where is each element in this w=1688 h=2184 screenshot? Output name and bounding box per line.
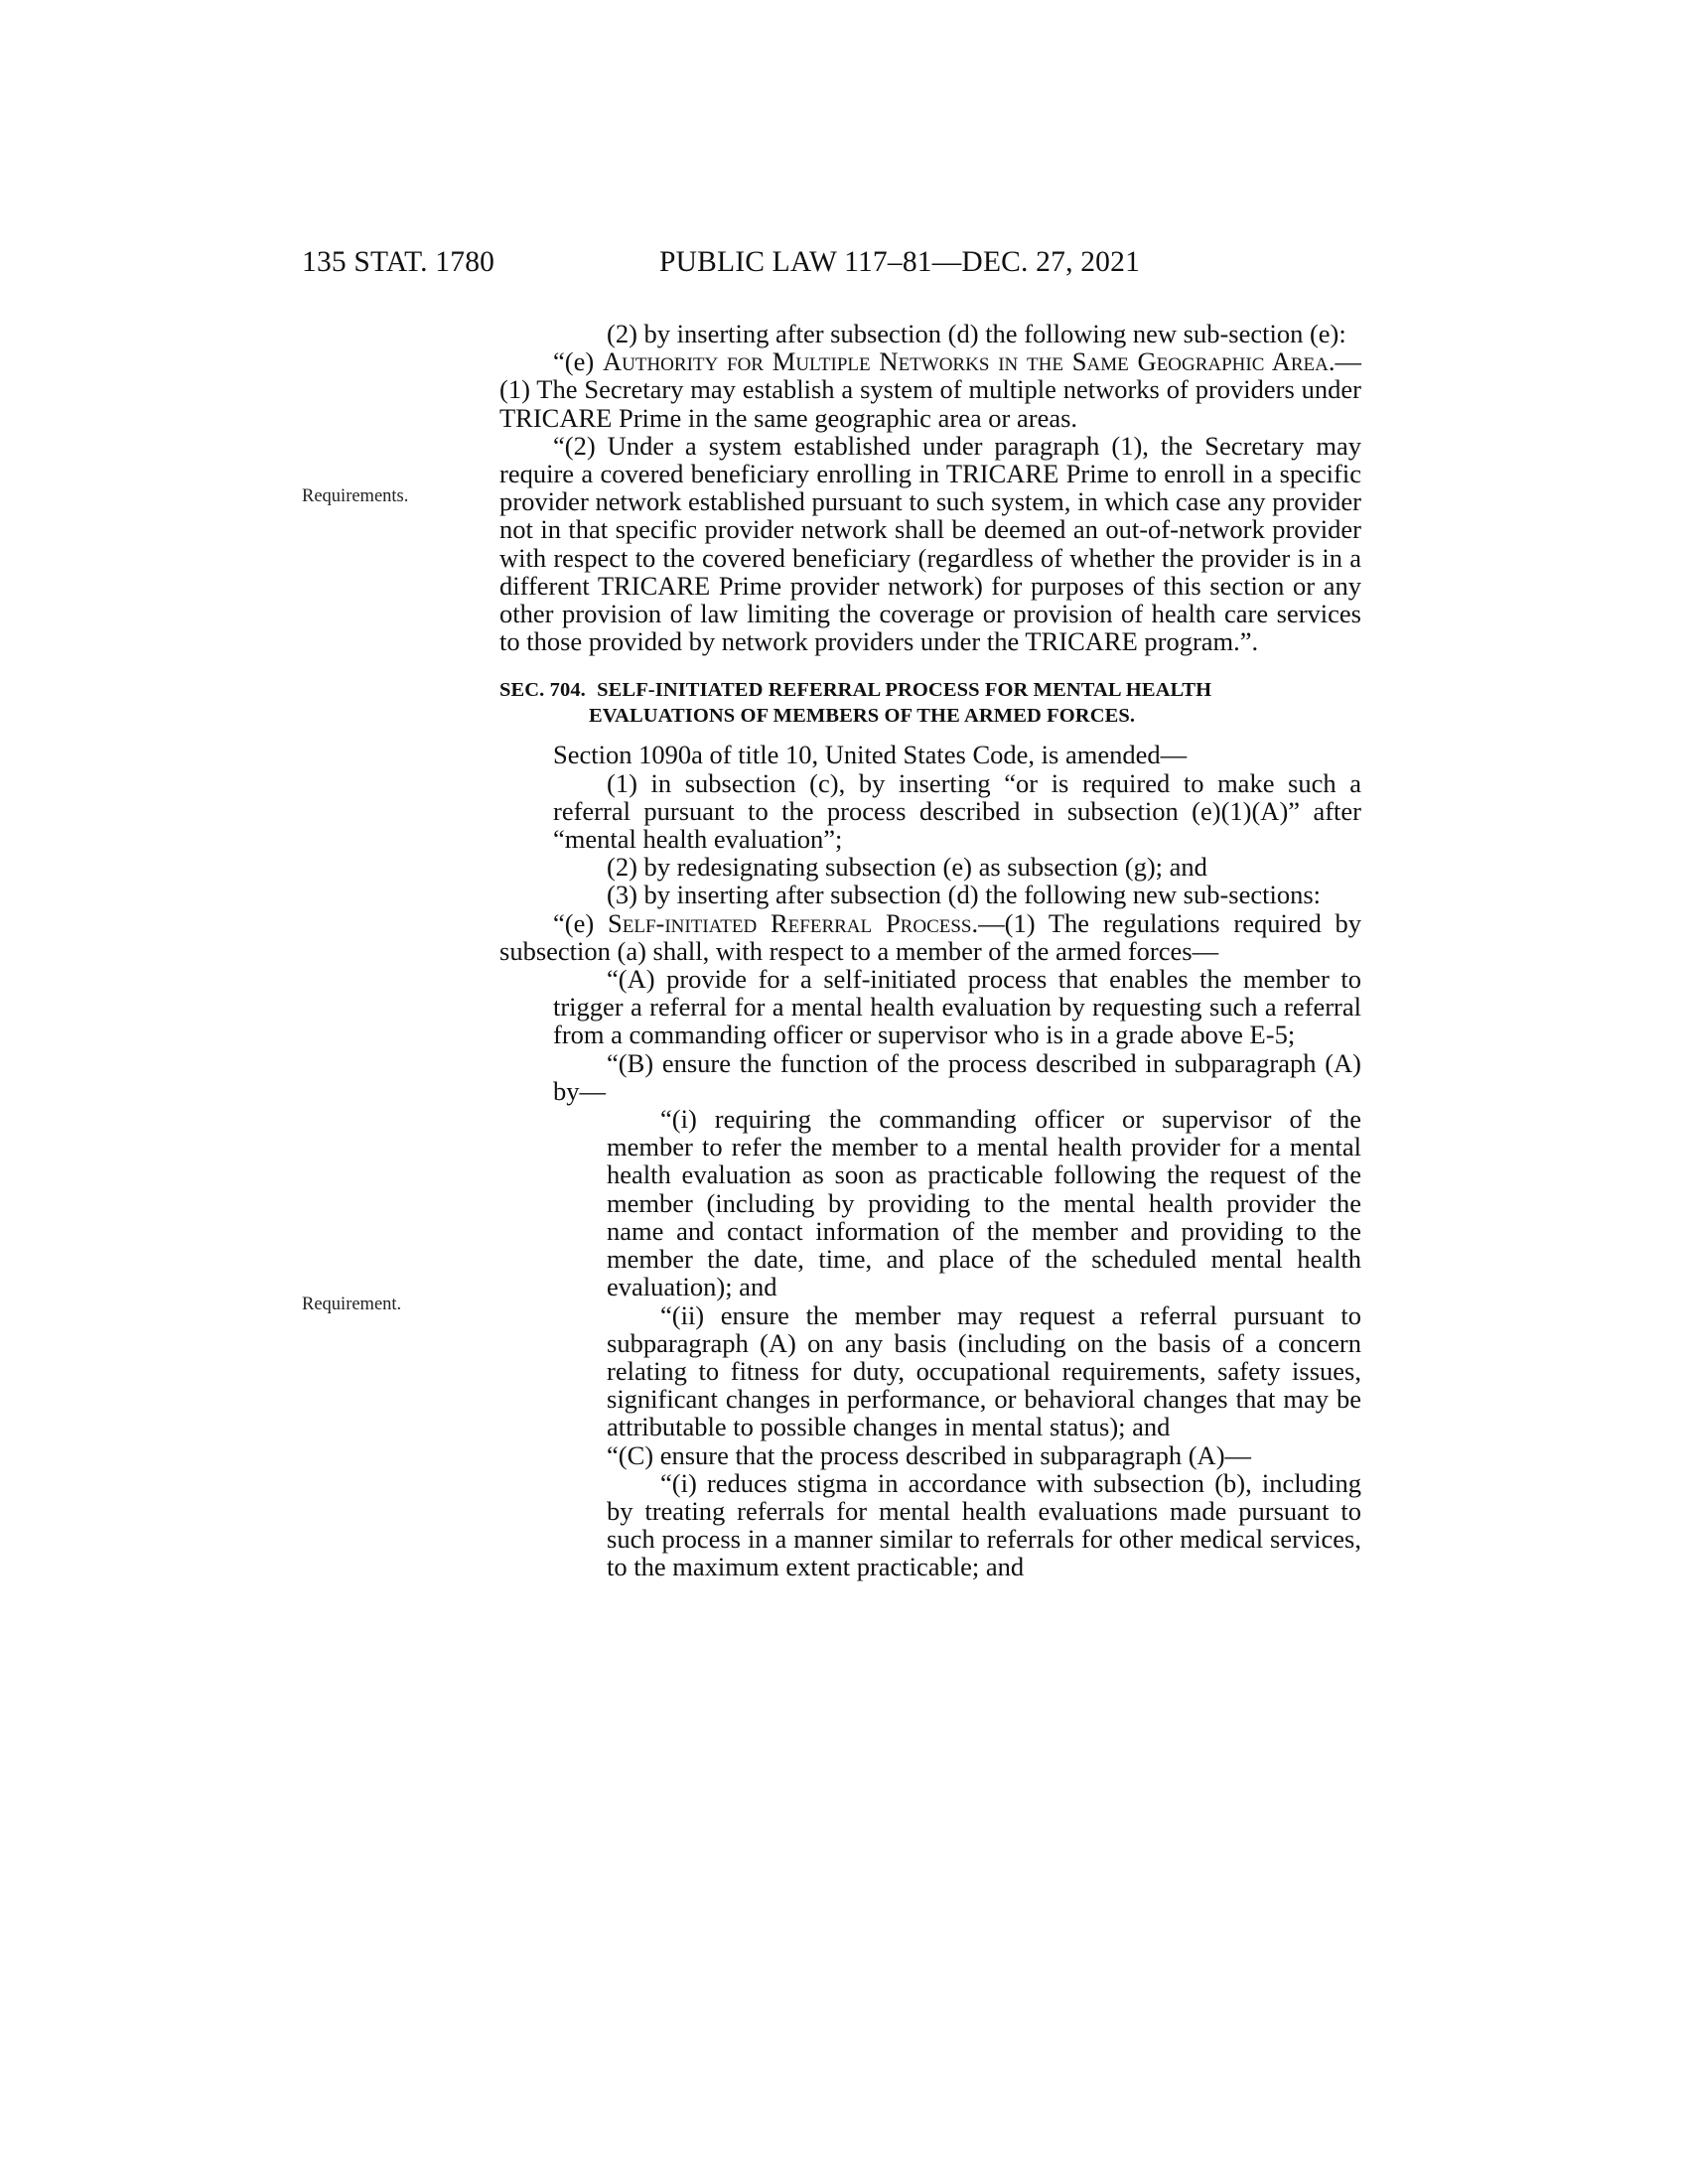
paragraph: (2) by redesignating subsection (e) as subsection (g); and [607, 852, 1207, 883]
paragraph: “(B) ensure the function of the process described in subparagraph (A) by— [553, 1047, 1361, 1106]
subsection-caption: Self-initiated Referral Process. [608, 907, 979, 938]
public-law-reference: PUBLIC LAW 117–81—DEC. 27, 2021 [659, 246, 1141, 278]
paragraph: “(i) reduces stigma in accordance with subsection (b), including by treating referrals for mental health evaluations made pursuant to such process in a manner similar to referrals for other medical services, to the maximum extent practicable; and [607, 1467, 1361, 1582]
statute-reference: 135 STAT. 1780 [302, 246, 495, 278]
subsection-caption: Authority for Multiple Networks in the Same Geographic Area. [602, 346, 1336, 377]
paragraph: “(2) Under a system established under paragraph (1), the Secretary may require a covered beneficiary enrolling in TRICARE Prime to enroll in a specific provider network established pursuant to such system, in which case any provider not in that specific provider network shall be deemed an out-of-network provider with respect to the covered beneficiary (regardless of whether the provider is in a different TRICARE Prime provider network) for purposes of this section or any other provision of law limiting the coverage or provision of health care services to those provided by network providers under the TRICARE program.”. [499, 430, 1361, 657]
paragraph: “(e) Authority for Multiple Networks in the Same Geographic Area.—(1) The Secretary may establish a system of multiple networks of providers under TRICARE Prime in the same geographic area or areas. [499, 346, 1361, 433]
paragraph: “(ii) ensure the member may request a referral pursuant to subparagraph (A) on any basis (including on the basis of a concern relating to fitness for duty, occupational requirements, safety issues, significant changes in performance, or behavioral changes that may be attributable to possible changes in mental status); and [607, 1299, 1361, 1442]
paragraph: “(e) Self-initiated Referral Process.—(1) The regulations required by subsection (a) shall, with respect to a member of the armed forces— [499, 907, 1362, 966]
document-body [499, 320, 1361, 1581]
paragraph: (3) by inserting after subsection (d) the following new sub-sections: [607, 880, 1322, 910]
paragraph: “(A) provide for a self-initiated process that enables the member to trigger a referral for a mental health evaluation by requesting such a referral from a commanding officer or supervisor who is in a grade above E-5; [553, 964, 1361, 1050]
paragraph: (1) in subsection (c), by inserting “or is required to make such a referral pursuant to the process described in subsection (e)(1)(A)” after “mental health evaluation”; [553, 767, 1361, 855]
section-title: SELF-INITIATED REFERRAL PROCESS FOR MENTAL HEALTH EVALUATIONS OF MEMBERS OF THE ARMED FORCES. [589, 679, 1212, 728]
margin-note-requirements: Requirements. [302, 486, 409, 506]
section-heading [499, 677, 1361, 729]
page-header [302, 246, 1364, 290]
paragraph: “(i) requiring the commanding officer or supervisor of the member to refer the member to a mental health provider for a mental health evaluation as soon as practicable following the request of the member (including by providing to the mental health provider the name and contact information of the member and providing to the member the date, time, and place of the scheduled mental health evaluation); and [607, 1104, 1361, 1302]
margin-note-requirement: Requirement. [302, 1295, 402, 1314]
section-number: SEC. 704. [499, 679, 586, 702]
paragraph: Section 1090a of title 10, United States Code, is amended— [553, 740, 1188, 770]
paragraph: (2) by inserting after subsection (d) the following new sub-section (e): [607, 319, 1346, 348]
paragraph: “(C) ensure that the process described in subparagraph (A)— [607, 1439, 1252, 1470]
